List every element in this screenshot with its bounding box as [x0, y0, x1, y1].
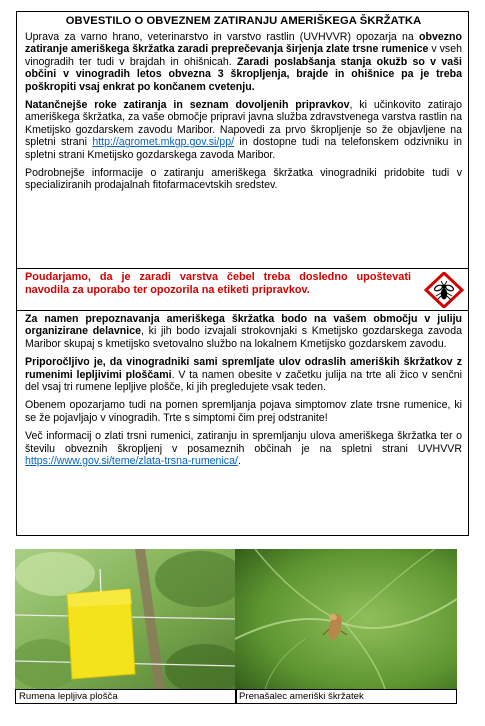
- intro-bold-text: obvezno zatiranje ameriškega škržatka zaradi preprečevanja širjenja zlate trsne rumenice: [25, 31, 462, 56]
- traps-text: . V ta namen obesite v začetku julija na trte ali žico v senčni del vsaj tri rumene lepljive plošče, ki jih pregledujete vsak teden.: [25, 368, 462, 394]
- paragraph-uvhvvr-info: [25, 430, 462, 467]
- yellow-sticky-trap-photo: [15, 549, 237, 689]
- bee-warning-box: [16, 268, 469, 311]
- info-text: Več informacij o zlati trsni rumenici, zatiranju in spremljanju ulova ameriškega škržatka ter o številu obveznih škropljenj v posameznih občinah je na spletni strani UVHVVR: [25, 430, 462, 455]
- workshops-text: , ki jih bodo izvajali strokovnjaki s Kmetijsko gozdarskega zavoda Maribor skupaj s kmetijsko svetovalno službo na lokalnem Kmetijsko gozdarskem zavodu.: [25, 325, 462, 350]
- paragraph-sticky-traps: [25, 356, 462, 393]
- notice-main-box: [16, 11, 469, 269]
- agromet-link[interactable]: http://agromet.mkgp.gov.si/pp/: [92, 136, 235, 149]
- gov-si-link[interactable]: https://www.gov.si/teme/zlata-trsna-rumenica/: [25, 455, 238, 468]
- info-text-2: .: [237, 455, 241, 468]
- paragraph-workshops: [25, 313, 462, 350]
- leafhopper-photo: [235, 549, 457, 689]
- monitoring-box: [16, 310, 469, 536]
- deadlines-bold-text: Natančnejše roke zatiranja in seznam dovoljenih pripravkov: [25, 99, 350, 112]
- deadlines-text-2: in dostopne tudi na telefonskem odzivniku in spletni strani Kmetijsko gozdarskega zavoda Maribor.: [25, 136, 462, 161]
- sticky-trap-image: [15, 549, 237, 689]
- paragraph-intro: [25, 31, 462, 93]
- bee-warning-text: Poudarjamo, da je zaradi varstva čebel treba dosledno upoštevati navodila za uporabo ter opozorila na etiketi pripravkov.: [25, 271, 411, 296]
- paragraph-deadlines: [25, 99, 462, 161]
- paragraph-symptoms: Obenem opozarjamo tudi na pomen spremljanja pojava simptomov zlate trsne rumenice, ki se že pojavljajo v vinogradih. Trte s simptomi čim prej odstranite!: [25, 399, 462, 424]
- deadlines-text: , ki učinkovito zatirajo ameriškega škržatka, za vaše območje pripravi javna služba zdravstvenega varstva rastlin na Kmetijsko gozdarskem zavodu Maribor. Napovedi za prvo škropljenje so že objavljene na spletni strani: [25, 99, 462, 149]
- intro-bold-text-2: Zaradi poslabšanja stanja okužb so v vaši občini v vinogradih letos obvezna 3 škropljenja, brajde in ohišnice pa je treba poškropiti vsaj enkrat po končanem cvetenju.: [25, 55, 462, 93]
- sticky-trap-caption: Rumena lepljiva plošča: [15, 689, 237, 704]
- intro-text: Uprava za varno hrano, veterinarstvo in varstvo rastlin (UVHVVR) opozarja na: [25, 31, 420, 43]
- leafhopper-caption: Prenašalec ameriški škržatek: [235, 689, 457, 704]
- bee-hazard-icon: [424, 272, 464, 308]
- page-title: OBVESTILO O OBVEZNEM ZATIRANJU AMERIŠKEGA ŠKRŽATKA: [65, 15, 422, 27]
- intro-text-2: v vseh vinogradih ter tudi v brajdah in ohišnicah.: [25, 43, 462, 68]
- leafhopper-image: [235, 549, 457, 689]
- workshops-bold-text: Za namen prepoznavanja ameriškega škržatka bodo na vašem območju v juliju organizirane delavnice: [25, 313, 462, 338]
- photo-row: [15, 549, 470, 706]
- paragraph-more-info: Podrobnejše informacije o zatiranju ameriškega škržatka vinogradniki pridobite tudi v specializiranih prodajalnah fitofarmacevtskih sredstev.: [25, 167, 462, 192]
- traps-bold-text: Priporočljivo je, da vinogradniki sami spremljate ulov odraslih ameriških škržatkov z rumenimi lepljivimi ploščami: [25, 356, 462, 381]
